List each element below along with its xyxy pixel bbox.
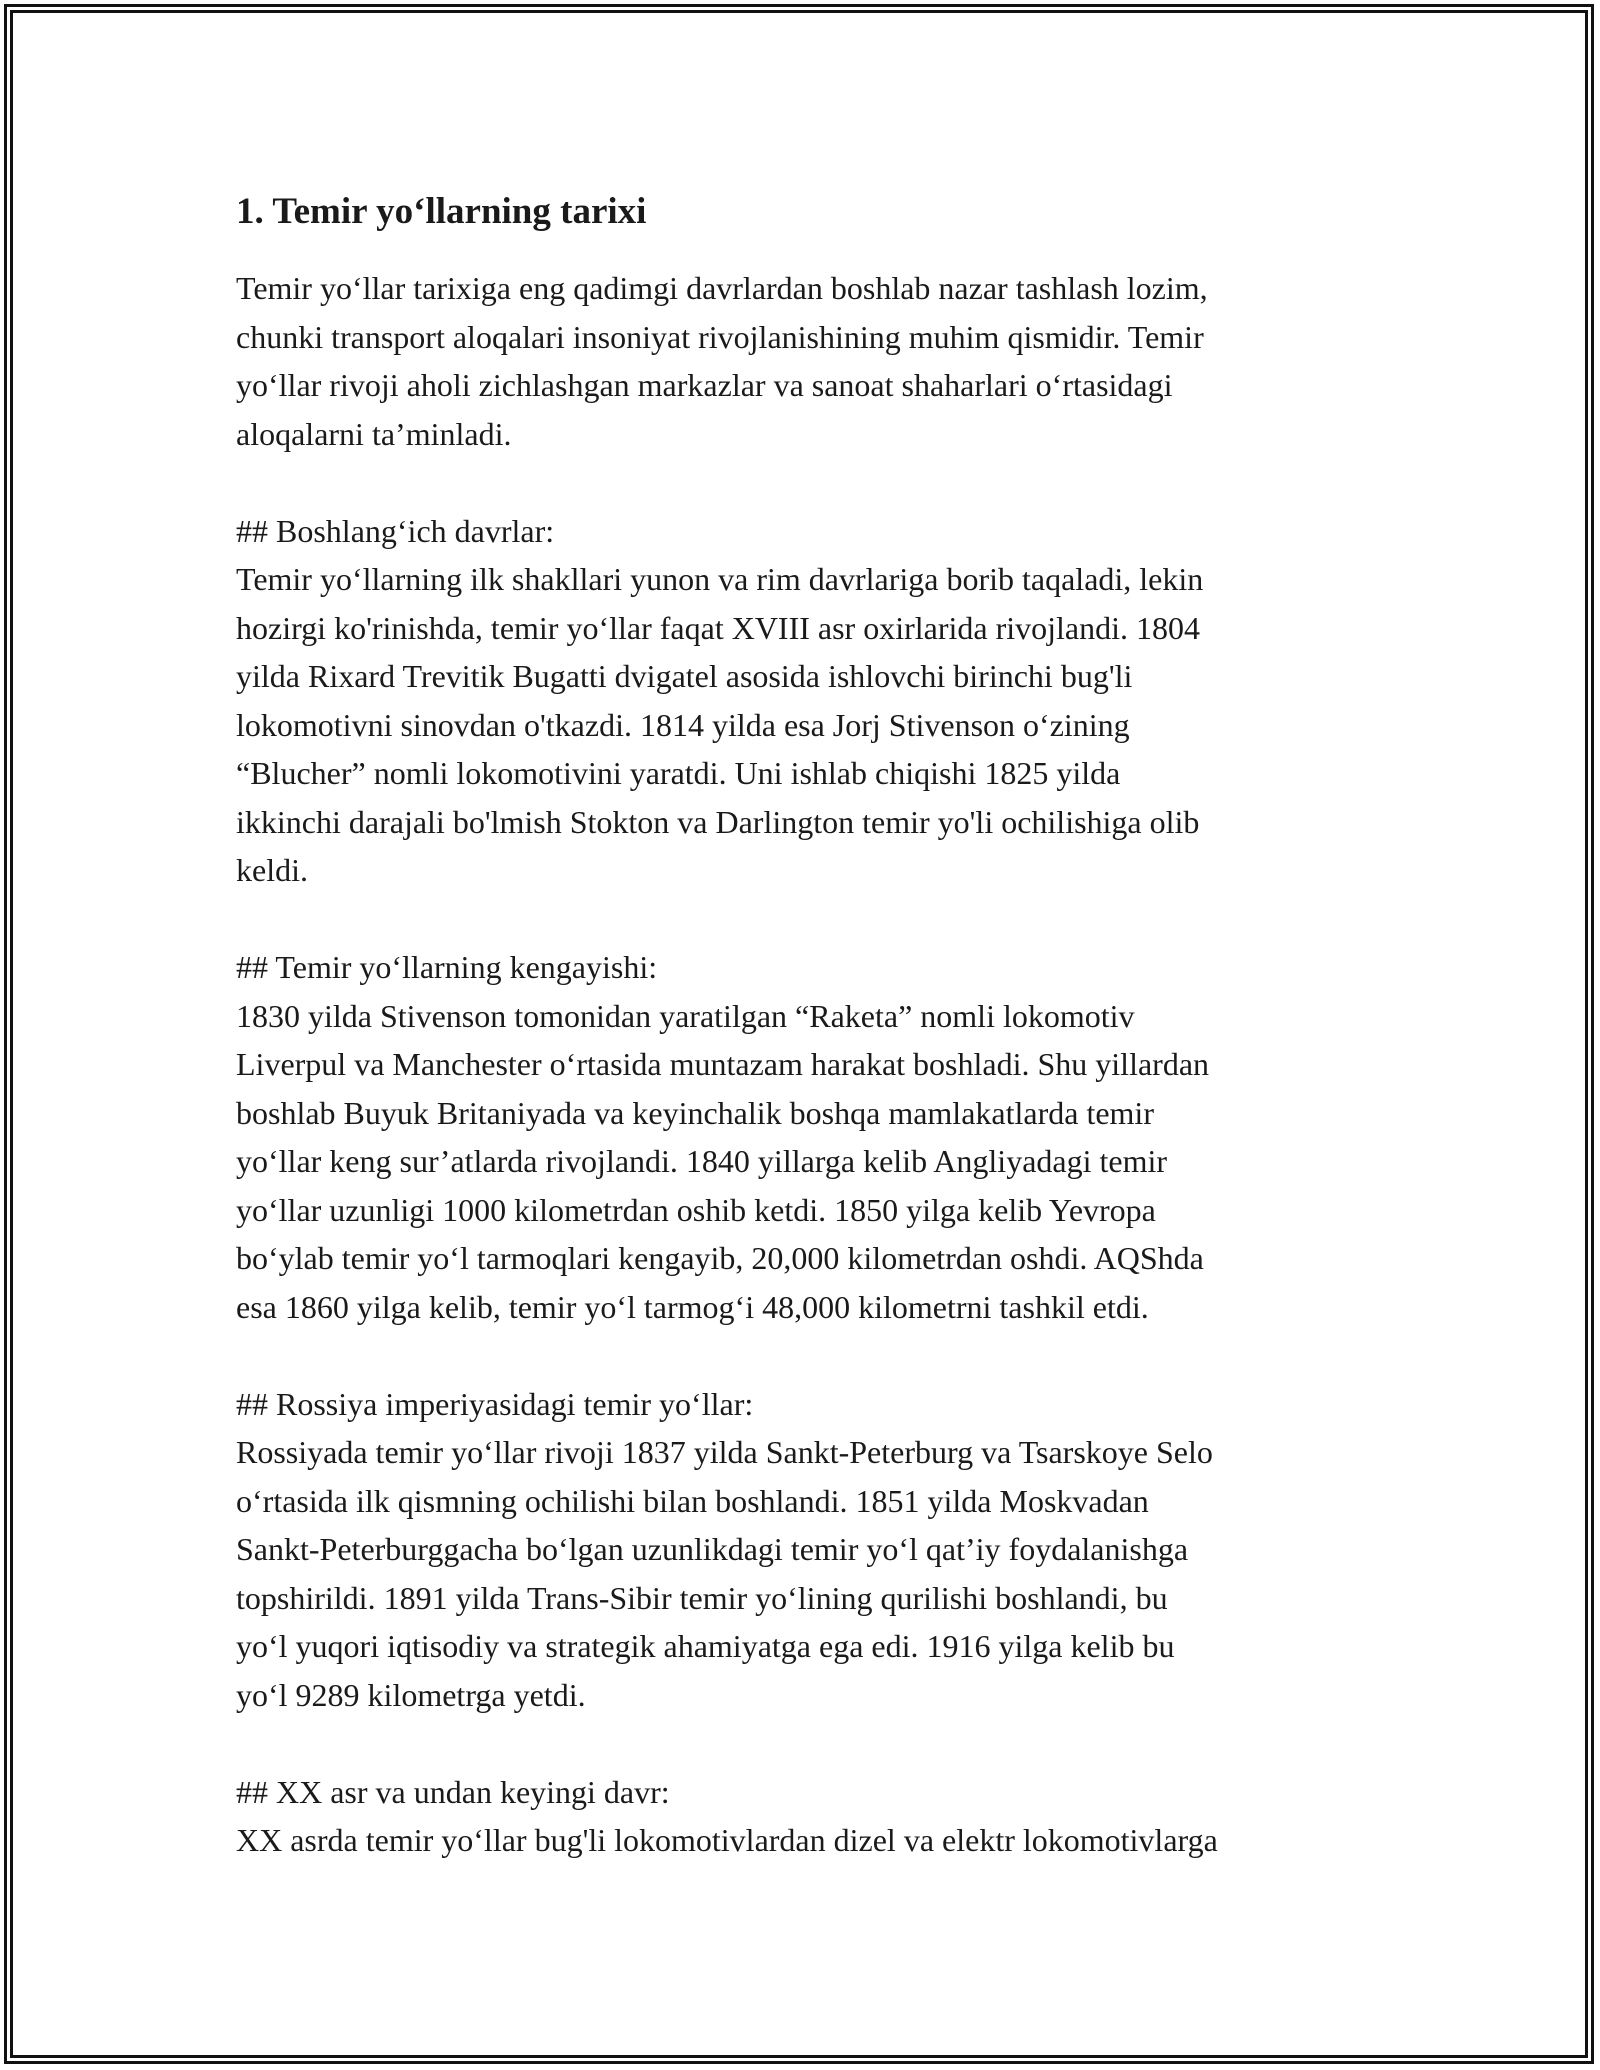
intro-paragraph: Temir yo‘llar tarixiga eng qadimgi davrlardan boshlab nazar tashlash lozim, chunki transport aloqalari insoniyat rivojlanishining muhim qismidir. Temir yo‘llar rivoji aholi zichlashgan markazlar va sanoat shaharlari o‘rtasidagi aloqalarni ta’minladi.: [236, 270, 1208, 452]
section-body: 1830 yilda Stivenson tomonidan yaratilgan “Raketa” nomli lokomotiv Liverpul va Manchester o‘rtasida muntazam harakat boshladi. Shu yillardan boshlab Buyuk Britaniyada va keyinchalik boshqa mamlakatlarda temir yo‘llar keng sur’atlarda rivojlandi. 1840 yillarga kelib Angliyadagi temir yo‘llar uzunligi 1000 kilometrdan oshib ketdi. 1850 yilga kelib Yevropa bo‘ylab temir yo‘l tarmoqlari kengayib, 20,000 kilometrdan oshdi. AQShda esa 1860 yilga kelib, temir yo‘l tarmog‘i 48,000 kilometrni tashkil etdi.: [236, 997, 1210, 1325]
section-heading: ## Rossiya imperiyasidagi temir yo‘llar:: [236, 1385, 754, 1422]
section-20th-century: [236, 1768, 1376, 1865]
section-russian-empire: [236, 1380, 1376, 1720]
section-body: Rossiyada temir yo‘llar rivoji 1837 yilda Sankt-Peterburg va Tsarskoye Selo o‘rtasida ilk qismning ochilishi bilan boshlandi. 1851 yilda Moskvadan Sankt-Peterburggacha bo‘lgan uzunlikdagi temir yo‘l qat’iy foydalanishga topshirildi. 1891 yilda Trans-Sibir temir yo‘lining qurilishi boshlandi, bu yo‘l yuqori iqtisodiy va strategik ahamiyatga ega edi. 1916 yilga kelib bu yo‘l 9289 kilometrga yetdi.: [236, 1434, 1213, 1713]
section-body: Temir yo‘llarning ilk shakllari yunon va rim davrlariga borib taqaladi, lekin hozirgi ko'rinishda, temir yo‘llar faqat XVIII asr oxirlarida rivojlandi. 1804 yilda Rixard Trevitik Bugatti dvigatel asosida ishlovchi birinchi bug'li lokomotivni sinovdan o'tkazdi. 1814 yilda esa Jorj Stivenson o‘zining “Blucher” nomli lokomotivini yaratdi. Uni ishlab chiqishi 1825 yilda ikkinchi darajali bo'lmish Stokton va Darlington temir yo'li ochilishiga olib keldi.: [236, 561, 1204, 888]
section-expansion: [236, 943, 1376, 1331]
section-early-periods: [236, 507, 1376, 895]
document-title: 1. Temir yo‘llarning tarixi: [236, 191, 647, 232]
document-content: [236, 186, 1376, 1865]
section-heading: ## Boshlang‘ich davrlar:: [236, 512, 555, 549]
section-body: XX asrda temir yo‘llar bug'li lokomotivlardan dizel va elektr lokomotivlarga: [236, 1822, 1218, 1858]
paragraph-gap: [236, 1719, 1376, 1768]
section-heading: ## Temir yo‘llarning kengayishi:: [236, 949, 658, 985]
paragraph-gap: [236, 458, 1376, 507]
paragraph-gap: [236, 1331, 1376, 1380]
paragraph-gap: [236, 895, 1376, 944]
section-heading: ## XX asr va undan keyingi davr:: [236, 1773, 670, 1810]
